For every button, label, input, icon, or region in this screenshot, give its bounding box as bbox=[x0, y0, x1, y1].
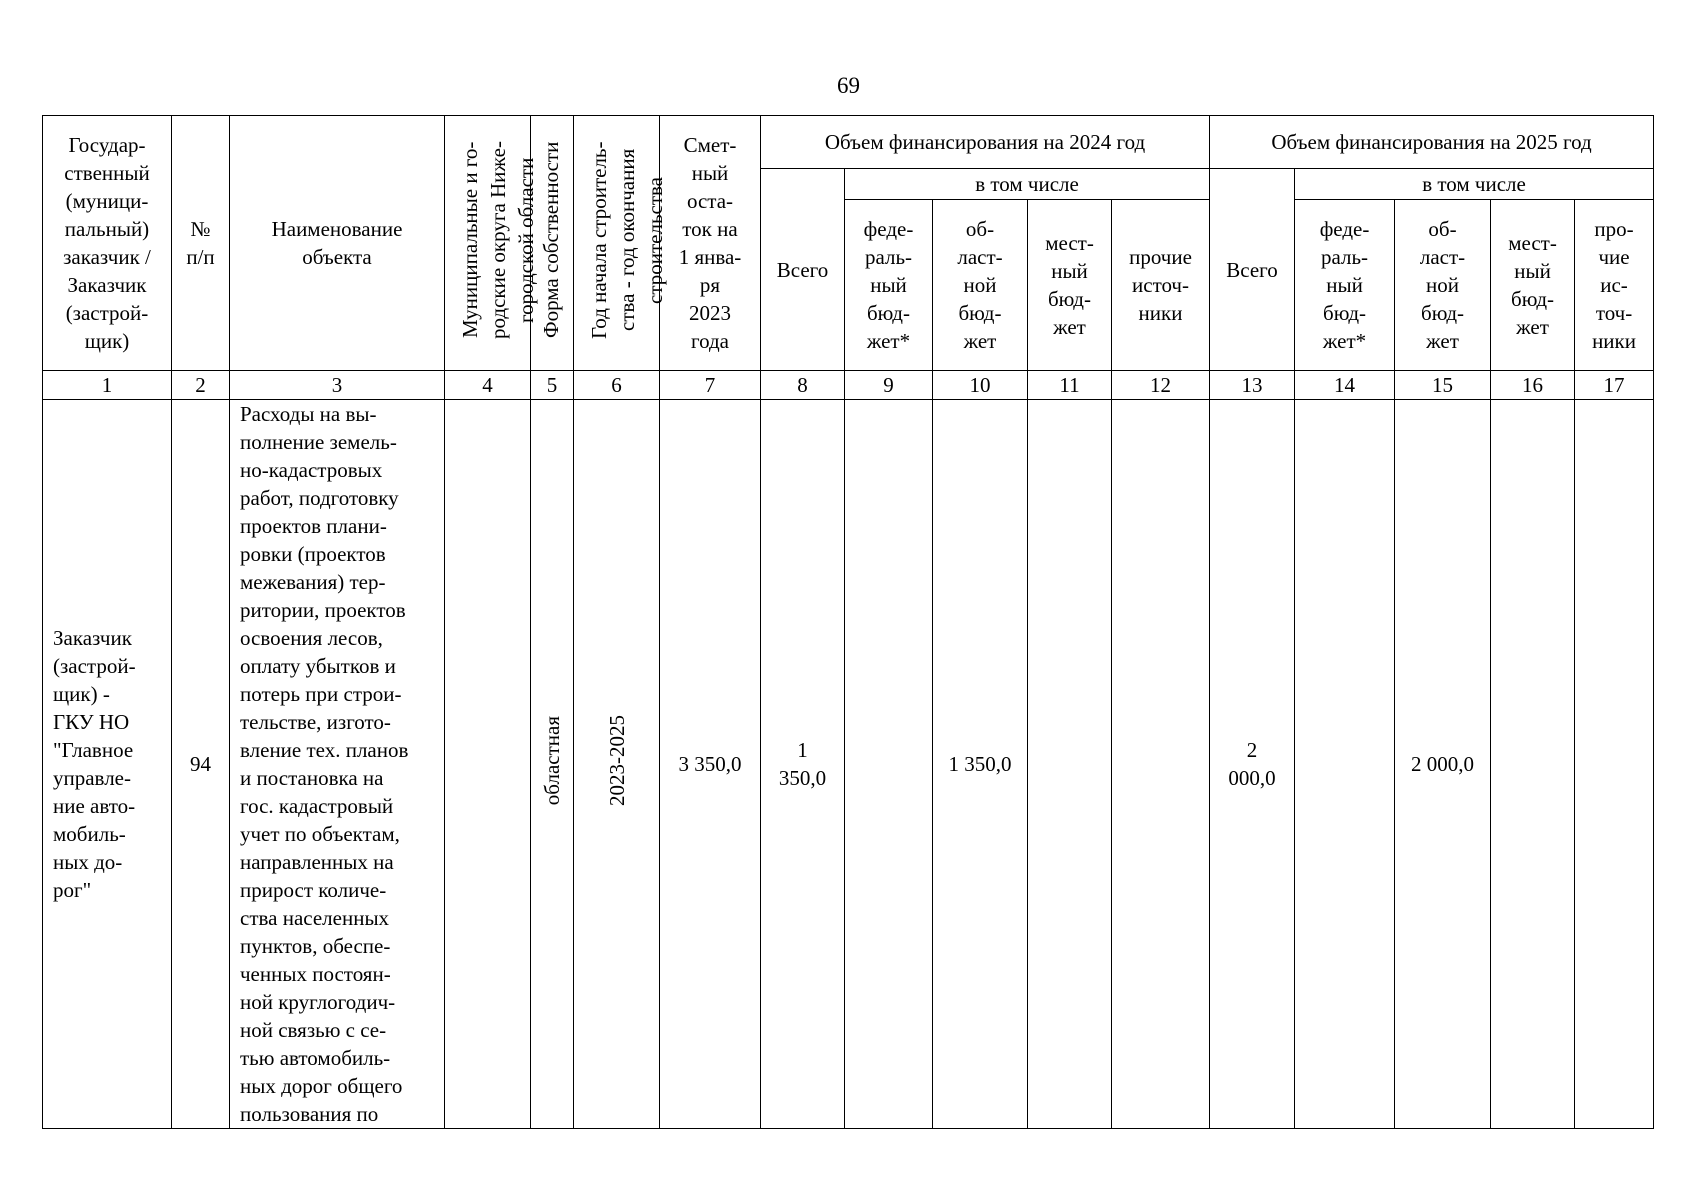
header-municipality bbox=[445, 116, 538, 371]
header-total-2025: Всего bbox=[1210, 169, 1295, 371]
header-including-2025: в том числе bbox=[1295, 169, 1654, 200]
header-financing-2025: Объем финансирования на 2025 год bbox=[1210, 116, 1654, 169]
column-number: 11 bbox=[1028, 371, 1112, 400]
cell-ownership bbox=[531, 400, 574, 1129]
header-row-top bbox=[43, 116, 1654, 169]
cell-other-2024 bbox=[1112, 400, 1210, 1129]
cell-regional-2024: 1 350,0 bbox=[933, 400, 1028, 1129]
column-number: 4 bbox=[445, 371, 531, 400]
column-number: 10 bbox=[933, 371, 1028, 400]
header-other-2025: про- чие ис- точ- ники bbox=[1575, 200, 1654, 371]
page-number: 69 bbox=[837, 73, 860, 98]
header-regional-2025: об- ласт- ной бюд- жет bbox=[1395, 200, 1491, 371]
column-number: 8 bbox=[761, 371, 845, 400]
cell-construction-years-text: 2023-2025 bbox=[604, 715, 629, 806]
header-construction-years bbox=[574, 116, 667, 371]
header-regional-2024: об- ласт- ной бюд- жет bbox=[933, 200, 1028, 371]
header-ownership-text: Форма собственности bbox=[539, 141, 563, 338]
cell-other-2025 bbox=[1575, 400, 1654, 1129]
table-row bbox=[43, 400, 1654, 1129]
cell-local-2024 bbox=[1028, 400, 1112, 1129]
column-number: 12 bbox=[1112, 371, 1210, 400]
header-federal-2025: феде- раль- ный бюд- жет* bbox=[1295, 200, 1395, 371]
cell-object-name: Расходы на вы- полнение земель- но-кадастровых работ, подготовку проектов плани- ровки (проектов межевания) тер- ритории, проектов освоения лесов, оплату убытков и потерь при строи- тельстве, изгото- вление тех. планов и постановка на гос. кадастровый учет по объектам, направленных на прирост количе- ства населенных пунктов, обеспе- ченных постоян- ной круглогодич- ной связью с се- тью автомобиль- ных дорог общего пользования по bbox=[230, 400, 445, 1129]
column-number: 17 bbox=[1575, 371, 1654, 400]
column-number: 5 bbox=[531, 371, 574, 400]
header-ownership bbox=[531, 116, 574, 371]
cell-total-2024: 1 350,0 bbox=[761, 400, 845, 1129]
header-other-2024: прочие источ- ники bbox=[1112, 200, 1210, 371]
cell-total-2025: 2 000,0 bbox=[1210, 400, 1295, 1129]
cell-ownership-text: областная bbox=[540, 715, 564, 806]
column-number: 16 bbox=[1491, 371, 1575, 400]
cell-customer: Заказчик (застрой- щик) - ГКУ НО "Главное управле- ние авто- мобиль- ных до- рог" bbox=[43, 400, 172, 1129]
header-object-name: Наименование объекта bbox=[230, 116, 445, 371]
header-including-2024: в том числе bbox=[845, 169, 1210, 200]
header-total-2024: Всего bbox=[761, 169, 845, 371]
column-number: 14 bbox=[1295, 371, 1395, 400]
cell-local-2025 bbox=[1491, 400, 1575, 1129]
header-local-2024: мест- ный бюд- жет bbox=[1028, 200, 1112, 371]
header-estimated-remainder: Смет- ный оста- ток на 1 янва- ря 2023 года bbox=[660, 116, 761, 371]
column-number: 13 bbox=[1210, 371, 1295, 400]
column-number: 15 bbox=[1395, 371, 1491, 400]
header-customer: Государ- ственный (муници- пальный) заказчик / Заказчик (застрой- щик) bbox=[43, 116, 172, 371]
header-municipality-text: Муниципальные и го- родские округа Ниже- городской области bbox=[457, 140, 538, 339]
column-number: 6 bbox=[574, 371, 660, 400]
cell-federal-2024 bbox=[845, 400, 933, 1129]
cell-municipality bbox=[445, 400, 531, 1129]
header-construction-years-text: Год начала строитель- ства - год окончания строительства bbox=[586, 140, 667, 339]
column-number: 9 bbox=[845, 371, 933, 400]
cell-regional-2025: 2 000,0 bbox=[1395, 400, 1491, 1129]
header-local-2025: мест- ный бюд- жет bbox=[1491, 200, 1575, 371]
cell-federal-2025 bbox=[1295, 400, 1395, 1129]
header-row-number: № п/п bbox=[172, 116, 230, 371]
column-number-row bbox=[43, 371, 1654, 400]
column-number: 1 bbox=[43, 371, 172, 400]
column-number: 3 bbox=[230, 371, 445, 400]
cell-estimated-remainder: 3 350,0 bbox=[660, 400, 761, 1129]
header-financing-2024: Объем финансирования на 2024 год bbox=[761, 116, 1210, 169]
column-number: 7 bbox=[660, 371, 761, 400]
financing-table bbox=[42, 115, 1654, 1129]
header-federal-2024: феде- раль- ный бюд- жет* bbox=[845, 200, 933, 371]
cell-row-number: 94 bbox=[172, 400, 230, 1129]
cell-construction-years bbox=[574, 400, 660, 1129]
column-number: 2 bbox=[172, 371, 230, 400]
